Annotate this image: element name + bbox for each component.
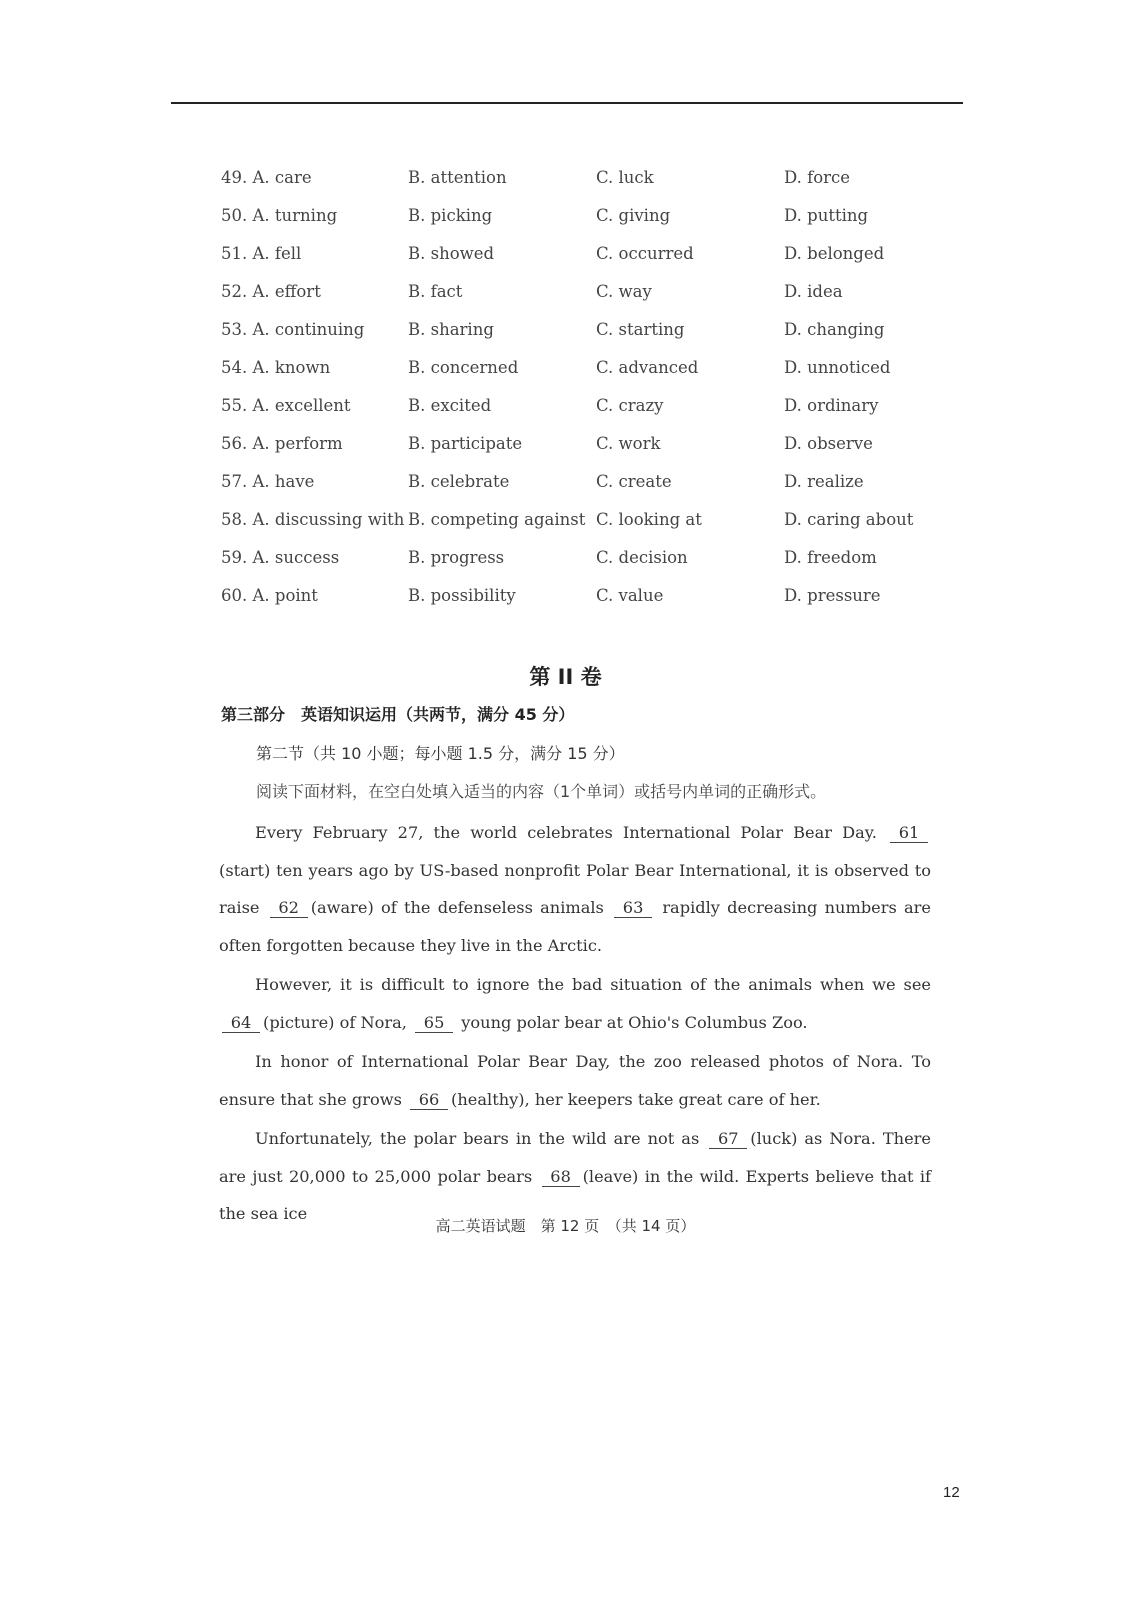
option-row <box>218 282 958 320</box>
blank-66: 66 <box>410 1091 448 1110</box>
blank-68: 68 <box>542 1168 580 1187</box>
option-choice: 54. A. known <box>221 358 331 377</box>
option-choice: D. observe <box>784 434 873 453</box>
option-choice: 53. A. continuing <box>221 320 365 339</box>
option-row <box>218 548 958 586</box>
option-choice: B. celebrate <box>408 472 510 491</box>
option-choice: C. starting <box>596 320 685 339</box>
option-row <box>218 244 958 282</box>
option-choice: 49. A. care <box>221 168 312 187</box>
option-choice: C. crazy <box>596 396 664 415</box>
option-choice: 57. A. have <box>221 472 315 491</box>
option-choice: C. way <box>596 282 652 301</box>
passage-paragraph <box>219 814 931 964</box>
option-choice: 50. A. turning <box>221 206 338 225</box>
blank-63: 63 <box>614 899 652 918</box>
blank-64: 64 <box>222 1014 260 1033</box>
passage-text: (start) ten years ago by US-based nonprofit Polar Bear International, it is observed to raise <box>219 860 931 917</box>
passage <box>219 814 931 1233</box>
option-choice: D. ordinary <box>784 396 879 415</box>
option-row <box>218 434 958 472</box>
option-choice: C. giving <box>596 206 671 225</box>
blank-67: 67 <box>709 1130 747 1149</box>
option-row <box>218 586 958 624</box>
option-choice: B. showed <box>408 244 495 263</box>
option-choice: D. force <box>784 168 851 187</box>
option-choice: 55. A. excellent <box>221 396 351 415</box>
option-choice: B. concerned <box>408 358 519 377</box>
passage-text: (aware) of the defenseless animals <box>310 898 612 917</box>
option-choice: 56. A. perform <box>221 434 343 453</box>
option-choice: D. pressure <box>784 586 881 605</box>
option-choice: B. possibility <box>408 586 516 605</box>
passage-text: Every February 27, the world celebrates International Polar Bear Day. <box>255 823 887 842</box>
option-choice: C. occurred <box>596 244 694 263</box>
option-choice: C. advanced <box>596 358 699 377</box>
option-choice: D. putting <box>784 206 869 225</box>
passage-text: (luck) as Nora. There are just 20,000 to 25,000 polar bears <box>219 1129 931 1186</box>
option-choice: D. freedom <box>784 548 877 567</box>
option-choice: D. caring about <box>784 510 914 529</box>
option-row <box>218 510 958 548</box>
option-choice: C. create <box>596 472 672 491</box>
passage-text: (healthy), her keepers take great care of her. <box>451 1089 821 1109</box>
option-choice: 58. A. discussing with <box>221 510 405 529</box>
part-heading: 第三部分 英语知识运用（共两节，满分 45 分） <box>221 705 575 724</box>
passage-paragraph <box>219 966 931 1041</box>
passage-text: However, it is difficult to ignore the bad situation of the animals when we see <box>255 975 931 994</box>
blank-65: 65 <box>415 1014 453 1033</box>
option-row <box>218 472 958 510</box>
option-choice: 52. A. effort <box>221 282 321 301</box>
passage-text: In honor of International Polar Bear Day, the zoo released photos of Nora. To ensure that she grows <box>219 1052 931 1109</box>
option-choice: C. luck <box>596 168 654 187</box>
option-row <box>218 396 958 434</box>
option-choice: B. picking <box>408 206 493 225</box>
option-choice: D. unnoticed <box>784 358 891 377</box>
blank-61: 61 <box>890 824 928 843</box>
blank-62: 62 <box>270 899 308 918</box>
option-choice: 51. A. fell <box>221 244 302 263</box>
option-choice: D. realize <box>784 472 864 491</box>
option-row <box>218 320 958 358</box>
option-choice: B. competing against <box>408 510 586 529</box>
passage-paragraph <box>219 1043 931 1118</box>
passage-text: young polar bear at Ohio's Columbus Zoo. <box>456 1012 808 1032</box>
page-footer: 高二英语试题 第 12 页 （共 14 页） <box>435 1217 696 1235</box>
option-choice: B. fact <box>408 282 463 301</box>
page-number: 12 <box>943 1484 960 1501</box>
option-row <box>218 358 958 396</box>
option-choice: C. decision <box>596 548 688 567</box>
section-heading: 第二节（共 10 小题；每小题 1.5 分，满分 15 分） <box>256 744 625 763</box>
passage-text: Unfortunately, the polar bears in the wild are not as <box>255 1129 707 1148</box>
option-choice: B. progress <box>408 548 505 567</box>
option-choice: 59. A. success <box>221 548 340 567</box>
volume-title: 第 II 卷 <box>529 665 602 689</box>
passage-text: (leave) in the wild. Experts believe that if the sea ice <box>219 1166 931 1223</box>
answer-options-table <box>218 168 958 624</box>
passage-text: (picture) of Nora, <box>263 1012 413 1032</box>
option-choice: C. looking at <box>596 510 702 529</box>
option-choice: B. attention <box>408 168 507 187</box>
option-choice: D. idea <box>784 282 843 301</box>
instruction: 阅读下面材料，在空白处填入适当的内容（1个单词）或括号内单词的正确形式。 <box>256 782 827 801</box>
option-row <box>218 168 958 206</box>
option-choice: D. changing <box>784 320 885 339</box>
top-rule <box>171 102 963 104</box>
option-choice: C. work <box>596 434 661 453</box>
option-choice: B. participate <box>408 434 523 453</box>
option-choice: B. excited <box>408 396 492 415</box>
option-row <box>218 206 958 244</box>
option-choice: D. belonged <box>784 244 885 263</box>
passage-text: rapidly decreasing numbers are often forgotten because they live in the Arctic. <box>219 898 931 955</box>
option-choice: 60. A. point <box>221 586 318 605</box>
option-choice: C. value <box>596 586 664 605</box>
option-choice: B. sharing <box>408 320 494 339</box>
